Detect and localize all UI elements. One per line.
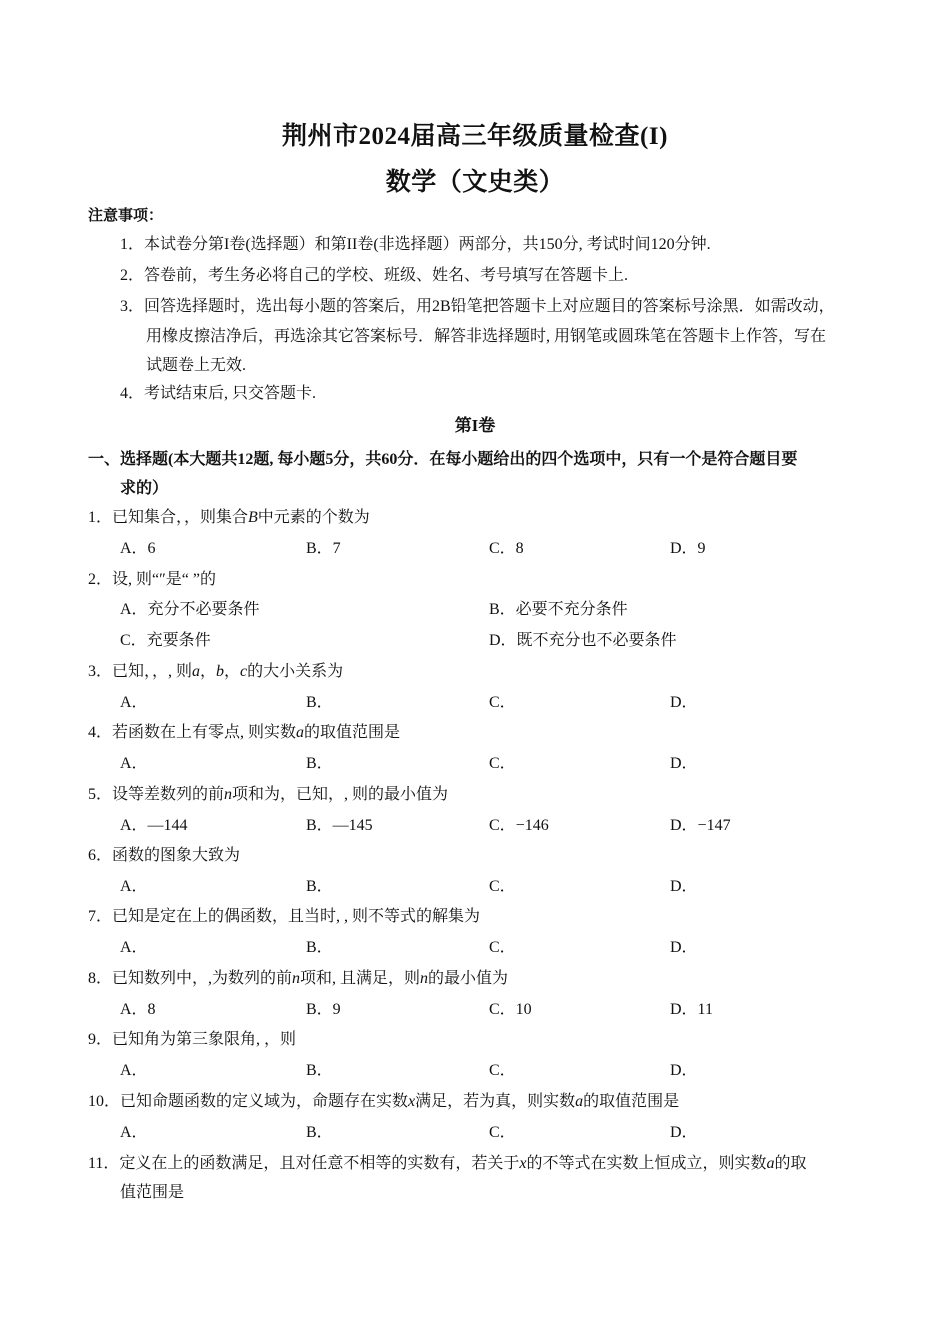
q9-option-d: D． (670, 1062, 698, 1079)
q6-option-b: B． (306, 878, 333, 895)
volume-heading: 第I卷 (454, 416, 496, 435)
q9-option-a: A． (120, 1062, 148, 1079)
q4-option-b: B． (306, 755, 333, 772)
notice-item-2: 2．答卷前，考生务必将自己的学校、班级、姓名、考号填写在答题卡上. (120, 267, 629, 284)
q6-option-d: D． (670, 878, 698, 895)
q7-option-c: C． (489, 939, 516, 956)
q6-option-a: A． (120, 878, 148, 895)
notice-item-3: 3．回答选择题时，选出每小题的答案后，用2B铅笔把答题卡上对应题目的答案标号涂黑．如需改动， (120, 298, 835, 315)
question-5: 5．设等差数列的前n项和为，已知，, 则的最小值为 (88, 786, 449, 803)
q9-option-b: B． (306, 1062, 333, 1079)
notice-heading: 注意事项： (88, 208, 164, 224)
q7-option-a: A． (120, 939, 148, 956)
q2-option-c: C．充要条件 (120, 632, 211, 649)
section-instruction: 一、选择题(本大题共12题, 每小题5分，共60分．在每小题给出的四个选项中，只有一个是符合题目要 (88, 451, 798, 468)
notice-item-1: 1．本试卷分第I卷(选择题）和第II卷(非选择题）两部分，共150分, 考试时间120分钟. (120, 236, 711, 253)
q1-option-c: C．8 (489, 540, 524, 557)
question-10: 10．已知命题函数的定义域为，命题存在实数x满足，若为真，则实数a的取值范围是 (88, 1093, 680, 1110)
q8-option-a: A．8 (120, 1001, 156, 1018)
q1-option-d: D．9 (670, 540, 706, 557)
q9-option-c: C． (489, 1062, 516, 1079)
question-6: 6．函数的图象大致为 (88, 847, 241, 864)
question-8: 8．已知数列中，,为数列的前n项和, 且满足，则n的最小值为 (88, 970, 509, 987)
q2-option-b: B．必要不充分条件 (489, 601, 628, 618)
q3-option-d: D． (670, 694, 698, 711)
question-7: 7．已知是定在上的偶函数，且当时, , 则不等式的解集为 (88, 908, 481, 925)
q4-option-d: D． (670, 755, 698, 772)
q8-option-b: B．9 (306, 1001, 341, 1018)
question-11: 11．定义在上的函数满足，且对任意不相等的实数有，若关于x的不等式在实数上恒成立，则实数a的取 (88, 1155, 807, 1172)
question-2: 2．设, 则“″是“ ”的 (88, 571, 216, 588)
q1-option-b: B．7 (306, 540, 341, 557)
q5-option-b: B．—145 (306, 817, 373, 834)
q5-option-c: C．−146 (489, 817, 549, 834)
exam-title: 荆州市2024届高三年级质量检查(I) (282, 123, 668, 150)
q3-option-c: C． (489, 694, 516, 711)
q1-option-a: A．6 (120, 540, 156, 557)
q10-option-d: D． (670, 1124, 698, 1141)
q4-option-a: A． (120, 755, 148, 772)
q10-option-c: C． (489, 1124, 516, 1141)
notice-item-4: 4．考试结束后, 只交答题卡. (120, 385, 317, 402)
q10-option-a: A． (120, 1124, 148, 1141)
exam-subtitle: 数学（文史类） (385, 169, 565, 196)
q2-option-d: D．既不充分也不必要条件 (489, 632, 677, 649)
q3-option-b: B． (306, 694, 333, 711)
q7-option-b: B． (306, 939, 333, 956)
q5-option-d: D．−147 (670, 817, 731, 834)
q8-option-c: C．10 (489, 1001, 532, 1018)
notice-item-3-cont-2: 试题卷上无效. (146, 357, 247, 374)
question-9: 9．已知角为第三象限角, ，则 (88, 1031, 297, 1048)
q2-option-a: A．充分不必要条件 (120, 601, 260, 618)
q7-option-d: D． (670, 939, 698, 956)
q6-option-c: C． (489, 878, 516, 895)
section-instruction-cont: 求的） (120, 480, 169, 497)
q4-option-c: C． (489, 755, 516, 772)
question-4: 4．若函数在上有零点, 则实数a的取值范围是 (88, 724, 401, 741)
question-1: 1．已知集合，，则集合B中元素的个数为 (88, 509, 370, 526)
question-3: 3．已知，，, 则a，b，c的大小关系为 (88, 663, 344, 680)
q3-option-a: A． (120, 694, 148, 711)
q8-option-d: D．11 (670, 1001, 713, 1018)
question-11-cont: 值范围是 (120, 1184, 185, 1201)
notice-item-3-cont-1: 用橡皮擦洁净后，再选涂其它答案标号．解答非选择题时, 用钢笔或圆珠笔在答题卡上作答，写在 (146, 328, 827, 345)
q10-option-b: B． (306, 1124, 333, 1141)
q5-option-a: A．—144 (120, 817, 188, 834)
